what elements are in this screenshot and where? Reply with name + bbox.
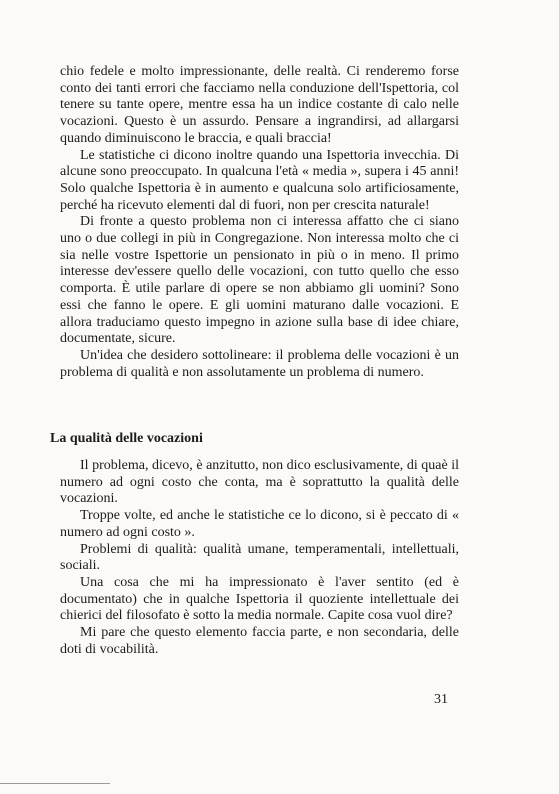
bottom-rule [0, 783, 110, 784]
paragraph: Problemi di qualità: qualità umane, temperamentali, intellettuali, sociali. [60, 541, 459, 574]
paragraph: Di fronte a questo problema non ci interessa affatto che ci siano uno o due collegi in più in Congregazione. Non interessa molto che ci sia nelle vostre Ispettorie un pensionato in più o in meno. Il primo interesse dev'essere quello delle vocazioni, con tutto quello che esso comporta. È utile parlare di opere se non abbiamo gli uomini? Sono essi che fanno le opere. E gli uomini maturano dalle vocazioni. E allora traduciamo questo impegno in azione sulla base di idee chiare, documentate, sicure. [60, 214, 459, 347]
paragraph: Mi pare che questo elemento faccia parte, e non secondaria, delle doti di vocabilità. [60, 625, 459, 657]
page-number: 31 [434, 692, 448, 707]
paragraph: Troppe volte, ed anche le statistiche ce lo dicono, si è peccato di « numero ad ogni costo ». [60, 508, 459, 540]
body-text-top [60, 64, 459, 381]
section-heading: La qualità delle vocazioni [50, 431, 203, 446]
paragraph: Il problema, dicevo, è anzitutto, non dico esclusivamente, di quaè il numero ad ogni costo che conta, ma è soprattutto la qualità delle vocazioni. [60, 458, 459, 507]
body-text-bottom [60, 458, 459, 658]
paragraph: Un'idea che desidero sottolineare: il problema delle vocazioni è un problema di qualità e non assolutamente un problema di numero. [60, 347, 459, 380]
paragraph: Le statistiche ci dicono inoltre quando una Ispettoria invecchia. Di alcune sono preoccupato. In qualcuna l'età « media », supera i 45 anni! Solo qualche Ispettoria è in aumento e qualcuna solo artificiosamente, perché ha ricevuto elementi dal di fuori, non per crescita naturale! [60, 147, 459, 213]
paragraph: Una cosa che mi ha impressionato è l'aver sentito (ed è documentato) che in qualche Ispettoria il quoziente intellettuale dei chierici del filosofato è sotto la media normale. Capite cosa vuol dire? [60, 574, 459, 624]
paragraph: chio fedele e molto impressionante, delle realtà. Ci renderemo forse conto dei tanti errori che facciamo nella conduzione dell'Ispettoria, col tenere su tante opere, mentre essa ha un indice costante di calo nelle vocazioni. Questo è un assurdo. Pensare a ingrandirsi, ad allargarsi quando diminuiscono le braccia, e quali braccia! [60, 64, 459, 146]
